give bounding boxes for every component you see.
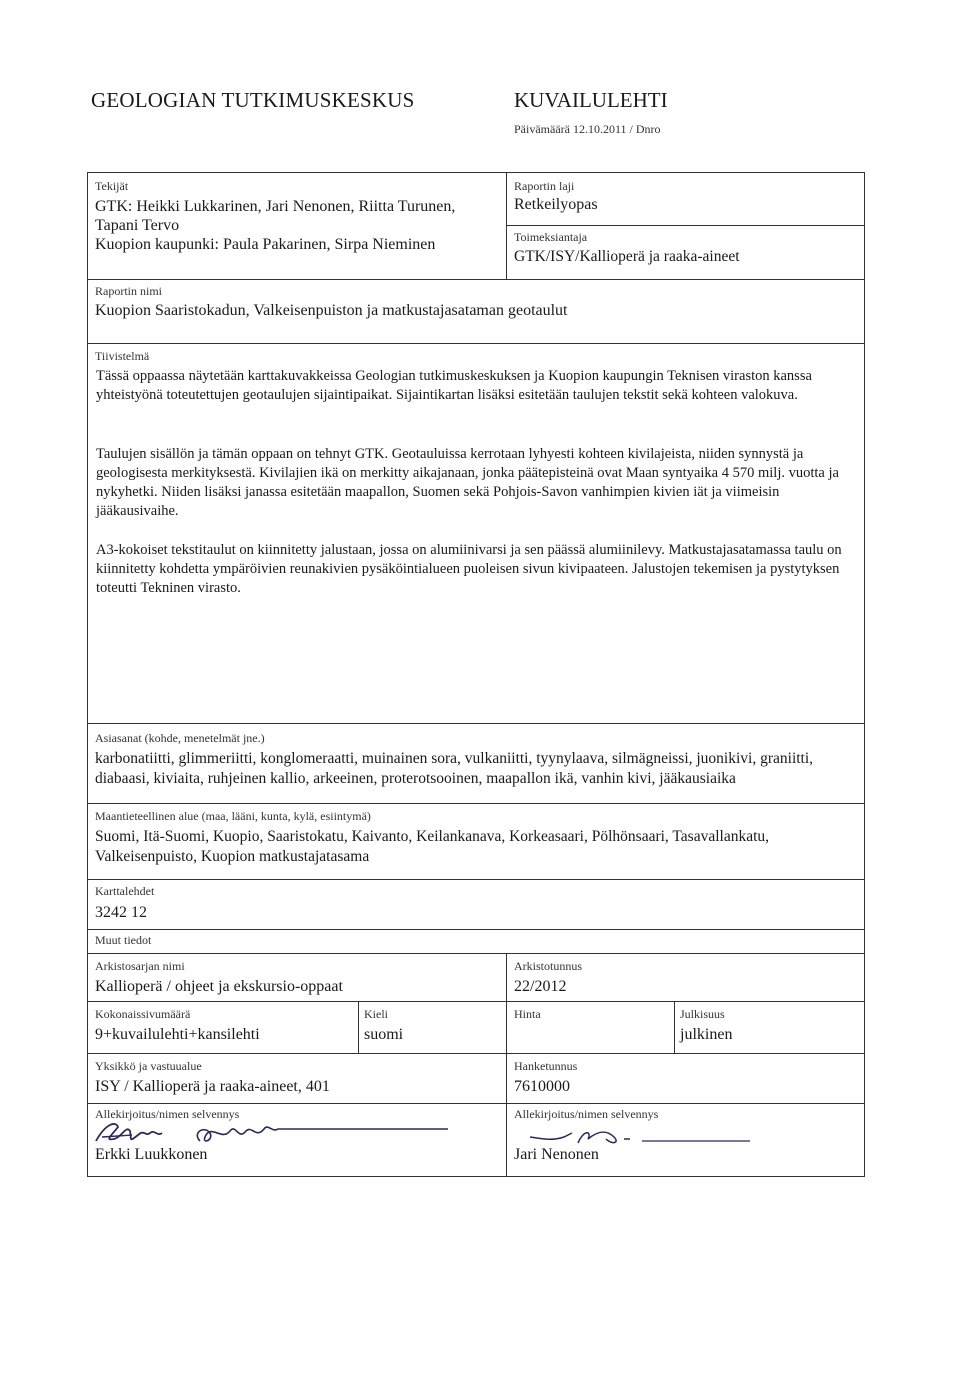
abstract-label: Tiivistelmä <box>95 349 150 363</box>
language-label: Kieli <box>364 1007 388 1021</box>
archive-id-value: 22/2012 <box>514 978 567 995</box>
divider <box>506 173 507 279</box>
unit-label: Yksikkö ja vastuualue <box>95 1059 202 1073</box>
map-sheets-value: 3242 12 <box>95 904 147 921</box>
divider <box>506 953 507 1177</box>
document-type: KUVAILULEHTI <box>514 88 668 112</box>
publicity-value: julkinen <box>680 1026 733 1043</box>
divider <box>88 723 864 724</box>
commissioner-label: Toimeksiantaja <box>514 230 588 244</box>
language-value: suomi <box>364 1026 404 1043</box>
divider <box>88 343 864 344</box>
divider <box>88 879 864 880</box>
abstract-paragraph: A3-kokoiset tekstitaulut on kiinnitetty jalustaan, jossa on alumiinivarsi ja sen päässä alumiinilevy. Matkustajasatamassa taulu on kiinnitetty kohdetta ympäröivien reunakivien pysäköintialueen puoleisen sivun kivipaateen. Jalustojen tekemisen ja pystytyksen toteutti Tekninen virasto. <box>96 542 842 596</box>
area-value: Suomi, Itä-Suomi, Kuopio, Saaristokatu, Kaivanto, Keilankanava, Korkeasaari, Pölhönsaari, Tasavallankatu, Valkeisenpuisto, Kuopion matkustajatasama <box>95 828 770 865</box>
divider <box>88 1103 864 1104</box>
authors-line: Kuopion kaupunki: Paula Pakarinen, Sirpa Nieminen <box>95 236 436 253</box>
archive-series-label: Arkistosarjan nimi <box>95 959 185 973</box>
keywords-value: karbonatiitti, glimmeriitti, konglomeraatti, muinainen sora, vulkaniitti, tyynylaava, silmägneissi, juonikivi, graniitti, diabaasi, kiviaita, ruhjeinen kallio, arkeeinen, proterotsooinen, maapallon ikä, vanhin kivi, jääkausiaika <box>95 750 814 787</box>
abstract-paragraph: Tässä oppaassa näytetään karttakuvakkeissa Geologian tutkimuskeskuksen ja Kuopion kaupungin Teknisen viraston kanssa yhteistyönä toteutettujen geotaulujen sijaintipaikat. Sijaintikartan lisäksi esitetään taulujen tekstit sekä kohteen valokuva. <box>96 368 812 403</box>
divider <box>88 1053 864 1054</box>
date-line: Päivämäärä 12.10.2011 / Dnro <box>514 122 661 136</box>
report-type-value: Retkeilyopas <box>514 196 598 213</box>
unit-value: ISY / Kallioperä ja raaka-aineet, 401 <box>95 1078 330 1095</box>
authors-line: GTK: Heikki Lukkarinen, Jari Nenonen, Riitta Turunen, <box>95 198 456 215</box>
authors-label: Tekijät <box>95 179 129 193</box>
archive-id-label: Arkistotunnus <box>514 959 583 973</box>
organization-name: GEOLOGIAN TUTKIMUSKESKUS <box>91 88 415 112</box>
divider <box>88 279 864 280</box>
publicity-label: Julkisuus <box>680 1007 725 1021</box>
report-name-label: Raportin nimi <box>95 284 162 298</box>
signature-left-name: Erkki Luukkonen <box>95 1146 208 1163</box>
divider <box>88 803 864 804</box>
archive-series-value: Kallioperä / ohjeet ja ekskursio-oppaat <box>95 978 343 995</box>
map-sheets-label: Karttalehdet <box>95 884 155 898</box>
signature-right-name: Jari Nenonen <box>514 1146 599 1163</box>
divider <box>674 1001 675 1053</box>
signature-left-label: Allekirjoitus/nimen selvennys <box>95 1107 240 1121</box>
project-id-label: Hanketunnus <box>514 1059 578 1073</box>
project-id-value: 7610000 <box>514 1078 570 1095</box>
report-name-value: Kuopion Saaristokadun, Valkeisenpuiston ja matkustajasataman geotaulut <box>95 302 568 319</box>
price-label: Hinta <box>514 1007 541 1021</box>
divider <box>88 1001 864 1002</box>
other-info-label: Muut tiedot <box>95 933 152 947</box>
divider <box>88 953 864 954</box>
keywords-label: Asiasanat (kohde, menetelmät jne.) <box>95 731 265 745</box>
description-form <box>87 172 865 1177</box>
commissioner-value: GTK/ISY/Kallioperä ja raaka-aineet <box>514 248 740 265</box>
page-count-label: Kokonaissivumäärä <box>95 1007 191 1021</box>
divider <box>88 929 864 930</box>
divider <box>506 225 864 226</box>
abstract-paragraph: Taulujen sisällön ja tämän oppaan on tehnyt GTK. Geotauluissa kerrotaan lyhyesti kohteen kivilajeista, niiden synnystä ja geologisesta merkityksestä. Kivilajien ikä on merkitty aikajanaan, jonka päätepisteinä ovat Maan syntyaika 4 570 milj. vuotta ja nykyhetki. Niiden lisäksi janassa esitetään maapallon, Suomen sekä Pohjois-Savon vanhimpien kivien iät ja viimeisin jääkausivaihe. <box>96 446 839 519</box>
area-label: Maantieteellinen alue (maa, lääni, kunta, kylä, esiintymä) <box>95 809 371 823</box>
divider <box>358 1001 359 1053</box>
authors-line: Tapani Tervo <box>95 217 180 234</box>
report-type-label: Raportin laji <box>514 179 575 193</box>
page-count-value: 9+kuvailulehti+kansilehti <box>95 1026 260 1043</box>
signature-right-label: Allekirjoitus/nimen selvennys <box>514 1107 659 1121</box>
